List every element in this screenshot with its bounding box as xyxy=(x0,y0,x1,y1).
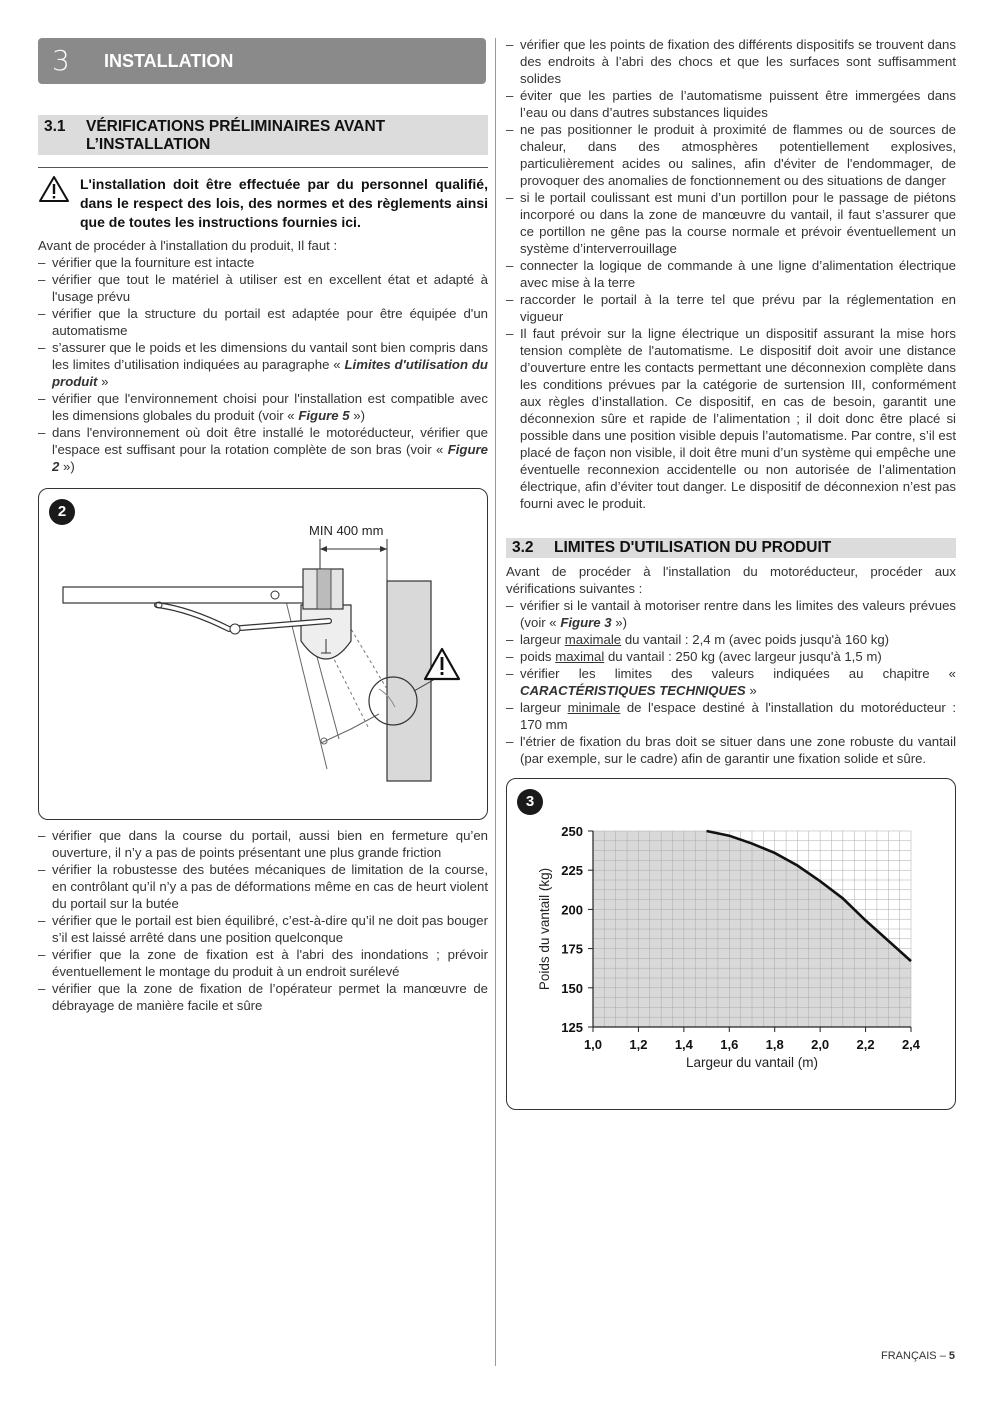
item-text: du vantail : 2,4 m (avec poids jusqu'à 160 kg) xyxy=(621,632,890,647)
list-item: – raccorder le portail à la terre tel que prévu par la réglementation en vigueur xyxy=(506,291,956,325)
list-item: – vérifier que la fourniture est intacte xyxy=(38,254,488,271)
weight-width-chart xyxy=(507,779,955,1109)
rule xyxy=(38,167,488,168)
x-tick-label: 1,0 xyxy=(583,1037,603,1052)
list-item xyxy=(506,699,956,733)
y-tick-label: 150 xyxy=(561,980,583,996)
item-text: vérifier si le vantail à motoriser rentre dans les limites des valeurs prévues (voir « xyxy=(520,598,956,630)
x-tick-label: 1,6 xyxy=(720,1037,739,1052)
list-item: – vérifier que la zone de fixation de l’opérateur permet la manœuvre de débrayage de manière facile et sûre xyxy=(38,980,488,1014)
item-text: vérifier que l'environnement choisi pour l'installation est compatible avec les dimensions globales du produit (voir « xyxy=(52,391,488,423)
section-3-1-body xyxy=(38,237,488,475)
list-item: – vérifier que tout le matériel à utiliser est en excellent état et adapté à l'usage prévu xyxy=(38,271,488,305)
underlined-term: minimale xyxy=(567,700,621,715)
list-item: – Il faut prévoir sur la ligne électrique un dispositif assurant la mise hors tension complète de l'automatisme. Le dispositif doit avoir une distance d’ouverture entre les contacts permettant une déconnexion complète dans les conditions prévues par la catégorie de surtension III, conformément aux règles d’installation. Ce dispositif, en cas de besoin, garantit une déconnexion sûre et rapide de l’alimentation ; il doit donc être placé si possible dans une position visible depuis l’automatisme. Par contre, s’il est placé de façon non visible, il doit être muni d’un système qui empêche une éventuelle reconnexion accidentelle ou non autorisée de l’alimentation électrique, afin d’éviter tout danger. Le dispositif de déconnexion n’est pas fourni avec le produit. xyxy=(506,325,956,512)
y-axis-label: Poids du vantail (kg) xyxy=(537,867,552,991)
cross-reference: Figure 5 xyxy=(298,408,350,423)
list-item: – éviter que les parties de l’automatisme puissent être immergées dans l’eau ou dans d’autres substances liquides xyxy=(506,87,956,121)
section-3-1-heading xyxy=(38,115,488,155)
column-divider xyxy=(495,38,496,1366)
x-tick-label: 2,0 xyxy=(811,1037,830,1052)
item-text: ») xyxy=(349,408,365,423)
page-number: 5 xyxy=(948,1350,955,1362)
item-text: ») xyxy=(59,459,75,474)
section-number: 3.2 xyxy=(512,539,534,556)
check-list-right xyxy=(506,36,956,512)
section-title-line2: L’INSTALLATION xyxy=(86,136,211,153)
list-item: – vérifier que les points de fixation des différents dispositifs se trouvent dans des endroits à l’abri des chocs et que les surfaces sont suffisamment solides xyxy=(506,36,956,87)
list-item: – vérifier que la structure du portail est adaptée pour être équipée d'un automatisme xyxy=(38,305,488,339)
item-text: du vantail : 250 kg (avec largeur jusqu'à 1,5 m) xyxy=(604,649,882,664)
x-tick-label: 1,8 xyxy=(765,1037,784,1052)
list-item xyxy=(506,665,956,699)
installation-diagram xyxy=(39,489,487,819)
section-title-line1: VÉRIFICATIONS PRÉLIMINAIRES AVANT xyxy=(86,118,386,135)
y-tick-label: 250 xyxy=(561,824,583,839)
x-axis-label: Largeur du vantail (m) xyxy=(685,1055,819,1070)
figure-badge: 3 xyxy=(517,789,543,815)
list-item: – l'étrier de fixation du bras doit se situer dans une zone robuste du vantail (par exemple, sur le cadre) afin de garantir une fixation solide et sûre. xyxy=(506,733,956,767)
check-list-continued xyxy=(38,827,488,1014)
x-tick-label: 1,4 xyxy=(674,1037,693,1052)
section-title: LIMITES D'UTILISATION DU PRODUIT xyxy=(554,539,832,556)
list-item: – vérifier la robustesse des butées mécaniques de limitation de la course, en contrôlant qu’il n’y a pas de déformations même en cas de heurt violent du portail sur la butée xyxy=(38,861,488,912)
list-item xyxy=(506,631,956,648)
y-tick-label: 175 xyxy=(561,941,583,957)
list-item: – vérifier que le portail est bien équilibré, c’est-à-dire qu’il ne doit pas bouger s’il est laissé arrêté dans une position quelconque xyxy=(38,912,488,946)
page-footer xyxy=(881,1350,955,1362)
chapter-title: INSTALLATION xyxy=(104,51,234,71)
x-tick-label: 1,2 xyxy=(629,1037,648,1052)
list-item: – connecter la logique de commande à une ligne d’alimentation électrique avec mise à la terre xyxy=(506,257,956,291)
list-item: – vérifier que la zone de fixation est à l'abri des inondations ; prévoir éventuellement le montage du produit à un endroit surélevé xyxy=(38,946,488,980)
section-3-2-heading xyxy=(506,538,956,558)
section-title xyxy=(86,118,385,154)
list-item xyxy=(38,390,488,424)
limits-list xyxy=(506,597,956,767)
item-text: » xyxy=(745,683,757,698)
list-item: – vérifier que dans la course du portail, aussi bien en fermeture qu’en ouverture, il n’y a pas de points présentant une plus grande friction xyxy=(38,827,488,861)
item-text: vérifier les limites des valeurs indiquées au chapitre « xyxy=(520,666,956,681)
warning-icon xyxy=(38,175,70,203)
right-column-list xyxy=(506,36,956,512)
item-text: s’assurer que le poids et les dimensions du vantail sont bien compris dans les limites d’utilisation indiquées au paragraphe « xyxy=(52,340,488,372)
figure-badge: 2 xyxy=(49,499,75,525)
section-3-2-body xyxy=(506,563,956,767)
list-item xyxy=(506,597,956,631)
underlined-term: maximale xyxy=(564,632,622,647)
item-text: ») xyxy=(611,615,627,630)
warning-text: L'installation doit être effectuée par du personnel qualifié, dans le respect des lois, des normes et des règlements ainsi que de toutes les instructions fournies ici. xyxy=(80,176,488,230)
list-item: – ne pas positionner le produit à proximité de flammes ou de sources de chaleur, dans des atmosphères potentiellement explosives, particulièrement acides ou salines, afin d'éviter de l'endommager, de provoquer des anomalies de fonctionnement ou des situations de danger xyxy=(506,121,956,189)
x-tick-label: 2,4 xyxy=(901,1037,921,1052)
figure-3 xyxy=(506,778,956,1110)
chapter-number: 3 xyxy=(52,44,70,77)
item-text: poids xyxy=(520,649,556,664)
list-item xyxy=(506,648,956,665)
item-text: largeur xyxy=(520,632,565,647)
check-list xyxy=(38,254,488,475)
intro-text: Avant de procéder à l'installation du motoréducteur, procéder aux vérifications suivantes : xyxy=(506,564,956,596)
section-number: 3.1 xyxy=(44,118,66,135)
y-tick-label: 225 xyxy=(561,863,583,879)
list-item: – si le portail coulissant est muni d’un portillon pour le passage de piétons incorporé ou dans la zone de manœuvre du vantail, il faut s’assurer que ce portillon ne gêne pas la course normale et prévoir éventuellement un système d’interverrouillage xyxy=(506,189,956,257)
underlined-term: maximal xyxy=(555,649,605,664)
cross-reference: CARACTÉRISTIQUES TECHNIQUES xyxy=(520,683,746,698)
item-text: de l'espace destiné à l'installation du motoréducteur : 170 mm xyxy=(520,700,956,732)
figure-2 xyxy=(38,488,488,820)
dimension-label: MIN 400 mm xyxy=(309,523,384,538)
cross-reference: Figure 2 xyxy=(52,442,488,474)
y-tick-label: 125 xyxy=(561,1020,583,1035)
item-text: » xyxy=(97,374,109,389)
chapter-header xyxy=(38,38,486,84)
footer-language: FRANÇAIS – xyxy=(881,1350,949,1362)
y-tick-label: 200 xyxy=(561,902,583,918)
intro-text: Avant de procéder à l'installation du produit, Il faut : xyxy=(38,238,338,253)
cross-reference: Figure 3 xyxy=(560,615,612,630)
x-tick-label: 2,2 xyxy=(856,1037,875,1052)
section-3-1-body-continued xyxy=(38,827,488,1014)
list-item xyxy=(38,339,488,390)
item-text: largeur xyxy=(520,700,568,715)
item-text: dans l'environnement où doit être installé le motoréducteur, vérifier que l'espace est suffisant pour la rotation complète de son bras (voir « xyxy=(52,425,488,457)
cross-reference: Limites d'utilisation du produit xyxy=(52,357,488,389)
list-item xyxy=(38,424,488,475)
